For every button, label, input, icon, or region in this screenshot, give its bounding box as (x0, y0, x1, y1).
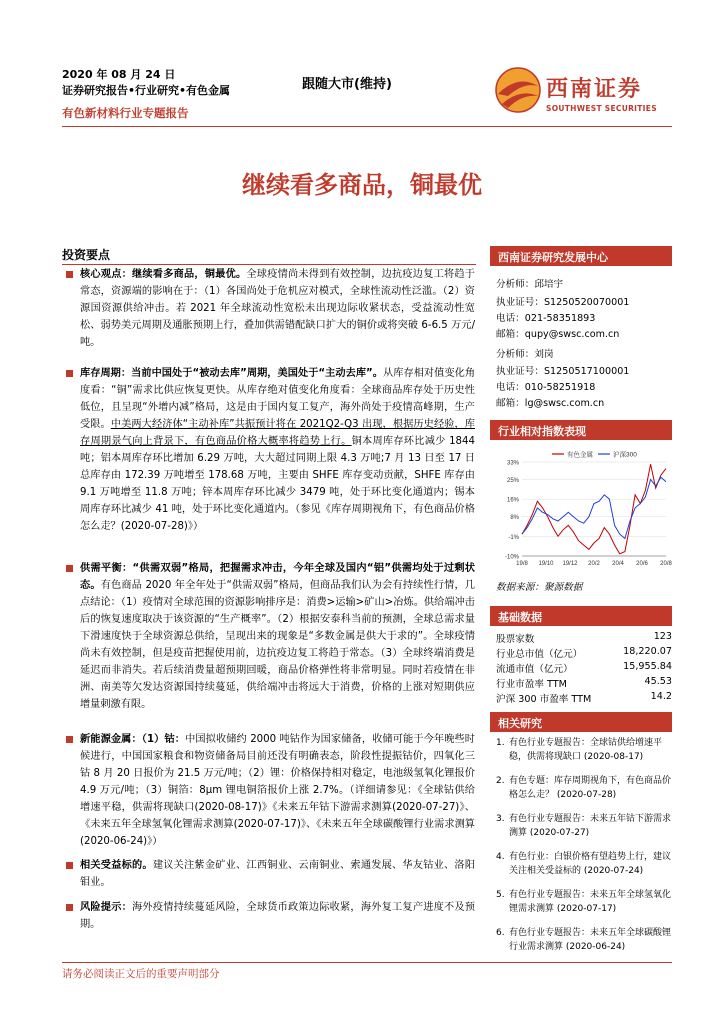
footer-divider (62, 962, 672, 963)
related-item-num: 6. (496, 928, 505, 938)
footer-disclaimer: 请务必阅读正文后的重要声明部分 (62, 968, 220, 980)
related-item-num: 3. (496, 814, 505, 824)
related-item[interactable] (496, 851, 672, 878)
analyst-2-cert: 执业证号：S1250517100001 (496, 366, 630, 377)
market-row (496, 646, 672, 660)
risk-text: 海外疫情持续蔓延风险，全球货币政策边际收紧，海外复工复产进度不及预期。 (80, 902, 476, 930)
relative-index-chart (490, 448, 672, 576)
investment-divider (62, 264, 476, 265)
market-row-label: 行业总市值（亿元） (496, 649, 583, 660)
new-energy-paragraph (80, 731, 475, 850)
report-title: 继续看多商品，铜最优 (242, 171, 482, 199)
investment-heading: 投资要点 (62, 248, 111, 262)
research-center-title: 西南证券研究发展中心 (490, 246, 672, 266)
inventory-text-a: 从库存相对值变化角度看：“铜”需求比供应恢复更快。从库存绝对值变化角度看：全球商品库存处于历史性低位，且呈现“外增内减”格局，这是由于国内复工复产，海外尚处于疫情高峰期，生产受限。 (80, 368, 476, 430)
related-item[interactable] (496, 775, 672, 802)
related-item-text: 有色行业专题报告：未来五年钴下游需求测算 (2020-07-27) (509, 814, 672, 838)
related-item-num: 4. (496, 852, 505, 862)
x-tick-label: 20/6 (636, 561, 648, 567)
new-energy-text: 中国拟收储约 2000 吨钴作为国家储备，收储可能于今年晚些时候进行，中国国家粮食和物资储备局目前还没有明确表态，阶段性提振钴价，四氧化三钴 8 月 20 日报价为 21.5 万元/吨；（2）锂：价格保持相对稳定，电池级氢氧化锂报价 4.9 万元/吨；（3）铜箔：8μm 锂电铜箔报价上涨 2.7%。（详细请参见：《全球钴供给增速平稳，供需将现缺口(2020-08-17)》《未来五年钴下游需求测算(2020-07-27)》、《未来五年全球氢氧化锂需求测算(2020-07-17)》、《未来五年全球碳酸锂行业需求测算(2020-06-24)》） (80, 734, 475, 847)
related-item-text: 有色专题：库存周期视角下，有色商品价格怎么走？ (2020-07-28) (509, 776, 672, 800)
chart-svg (490, 448, 672, 576)
analyst-1-cert: 执业证号：S1250520070001 (496, 297, 630, 308)
market-row (496, 676, 672, 690)
x-tick-label: 20/4 (612, 561, 624, 567)
related-item-text: 有色行业专题报告：未来五年全球氢氧化锂需求测算 (2020-07-17) (509, 890, 672, 914)
chart-source: 数据来源：聚源数据 (496, 582, 583, 593)
market-row-label: 行业市盈率 TTM (496, 679, 567, 690)
analyst-1-email[interactable]: 邮箱：qupy@swsc.com.cn (496, 329, 620, 340)
market-row-value: 123 (653, 631, 672, 642)
y-tick-label: -1% (508, 534, 519, 541)
y-tick-label: 8% (510, 515, 519, 522)
beneficiaries-paragraph (80, 857, 475, 891)
report-type: 证券研究报告•行业研究•有色金属 (62, 84, 231, 97)
x-tick-label: 19/10 (538, 561, 554, 567)
supply-demand-text: 有色商品 2020 年全年处于“供需双弱”格局，但商品我们认为会有持续性行情，几点结论：（1）疫情对全球范围的资源影响排序是：消费>运输>矿山>冶炼。供给端冲击后的恢复速度取决于该资源的“生产概率”。（2）根据安泰科当前的预测，全球总需求量下滑速度快于全球资源总供给，呈现出来的现象是“多数金属是供大于求的”。全球疫情尚未有效控制，但是疫苗把握使用前，边抗疫边复工将趋于常态。（3）全球终端消费是延迟而非消失。若后续消费量超预期回暖，商品价格弹性将非常明显。同时若疫情在非洲、南美等欠发达资源国持续蔓延，供给端冲击将远大于消费，价格的上涨对短期供应增量刺激有限。 (80, 580, 475, 710)
logo-en-text: SOUTHWEST SECURITIES (546, 104, 657, 113)
core-view-paragraph (80, 266, 475, 351)
analyst-2-phone: 电话：010-58251918 (496, 382, 596, 393)
y-tick-label: -10% (504, 554, 519, 561)
new-energy-lead: 新能源金属：（1）钴： (80, 734, 186, 745)
report-date: 2020 年 08 月 24 日 (62, 68, 176, 81)
related-item-num: 2. (496, 776, 505, 786)
market-row-value: 18,220.07 (623, 646, 672, 657)
related-item[interactable] (496, 813, 672, 840)
market-row-label: 流通市值（亿元） (496, 664, 573, 675)
series-line-hs300 (522, 477, 666, 538)
market-row-value: 45.53 (644, 676, 672, 687)
x-tick-label: 19/12 (562, 561, 578, 567)
market-row-label: 沪深 300 市盈率 TTM (496, 694, 592, 705)
logo-cn-text: 西南证券 (546, 76, 643, 102)
beneficiaries-text: 建议关注紫金矿业、江西铜业、云南铜业、索通发展、华友钴业、洛阳钼业。 (80, 860, 476, 888)
related-item-num: 1. (496, 738, 505, 748)
risk-lead: 风险提示： (80, 902, 133, 913)
series-line-nonferrous (522, 464, 666, 554)
analyst-2-email[interactable]: 邮箱：lg@swsc.com.cn (496, 398, 605, 409)
related-item-text: 有色行业专题报告：全球钴供给增速平稳，供需将现缺口 (2020-08-17) (509, 738, 663, 762)
x-tick-label: 20/2 (588, 561, 600, 567)
report-category: 有色新材料行业专题报告 (62, 106, 189, 120)
related-item-num: 5. (496, 890, 505, 900)
inventory-lead: 库存周期：当前中国处于“被动去库”周期，美国处于“主动去库”。 (80, 368, 384, 379)
bullet-icon (66, 736, 73, 743)
market-row (496, 691, 672, 705)
x-tick-label: 20/8 (660, 561, 672, 567)
header-divider (62, 126, 672, 127)
rating: 跟随大市(维持) (302, 77, 392, 92)
related-item[interactable] (496, 737, 672, 764)
y-tick-label: 25% (506, 477, 519, 484)
bullet-icon (66, 904, 73, 911)
supply-demand-paragraph (80, 560, 475, 713)
supply-demand-lead: 供需平衡：“供需双弱”格局，把握需求冲击，今年全球及国内“铝”供需均处于过剩状态。 (80, 563, 475, 591)
market-row (496, 661, 672, 675)
x-tick-label: 19/8 (516, 561, 528, 567)
analyst-1-name: 分析师：邱培宇 (496, 279, 564, 290)
y-tick-label: 16% (506, 497, 519, 504)
bullet-icon (66, 565, 73, 572)
legend-label: 有色金属 (567, 451, 593, 459)
bullet-icon (66, 271, 73, 278)
risk-paragraph (80, 899, 475, 933)
market-data-title: 基础数据 (490, 606, 672, 626)
related-research-title: 相关研究 (490, 712, 672, 732)
logo-mark-icon (494, 64, 542, 118)
legend-label: 沪深300 (613, 451, 637, 459)
bullet-icon (66, 370, 73, 377)
core-view-lead: 核心观点：继续看多商品，铜最优。 (80, 269, 247, 280)
inventory-text-b: 铜本周库存环比减少 1844 吨；铝本周库存环比增加 6.29 万吨，大大超过同期上限 4.3 万吨;7 月 13 日至 17 日总库存由 172.39 万吨增至 178.68 万吨，主要由 SHFE 库存变动贡献，SHFE 库存由 9.1 万吨增至 11.8 万吨；锌本周库存环比减少 3479 吨，处于环比变化通道内；锡本周库存环比减少 41 吨，处于环比变化通道内。（参见《库存周期视角下，有色商品价格怎么走？(2020-07-28)》） (80, 436, 476, 532)
related-item[interactable] (496, 927, 672, 954)
bullet-icon (66, 862, 73, 869)
analyst-2-name: 分析师：刘岗 (496, 349, 554, 360)
market-row-value: 14.2 (650, 691, 672, 702)
analyst-1-phone: 电话：021-58351893 (496, 313, 596, 324)
core-view-text: 全球疫情尚未得到有效控制，边抗疫边复工将趋于常态，资源端的影响在于：（1）各国尚处于危机应对模式，全球性流动性泛滥。（2）资源国资源供给冲击。若 2021 年全球流动性宽松未出现边际收紧状态，受益流动性宽松、弱势美元周期及通胀预期上行，叠加供需错配缺口扩大的铜价或将突破 6-6.5 万元/吨。 (80, 269, 475, 348)
inventory-paragraph (80, 365, 475, 535)
perf-title: 行业相对指数表现 (490, 420, 672, 440)
market-row (496, 631, 672, 645)
y-tick-label: 33% (506, 460, 519, 467)
related-item-text: 有色行业专题报告：未来五年全球碳酸锂行业需求测算 (2020-06-24) (509, 928, 672, 952)
inventory-underline: 中美两大经济体“主动补库”共振预计将在 2021Q2-Q3 出现，根据历史经验，库存周期景气向上背景下，有色商品价格大概率将趋势上行。 (80, 419, 475, 447)
company-logo (494, 64, 674, 118)
beneficiaries-lead: 相关受益标的。 (80, 860, 153, 871)
related-item[interactable] (496, 889, 672, 916)
market-row-label: 股票家数 (496, 634, 535, 645)
market-row-value: 15,955.84 (623, 661, 672, 672)
related-item-text: 有色行业：白银价格有望趋势上行，建议关注相关受益标的 (2020-07-24) (509, 852, 672, 876)
